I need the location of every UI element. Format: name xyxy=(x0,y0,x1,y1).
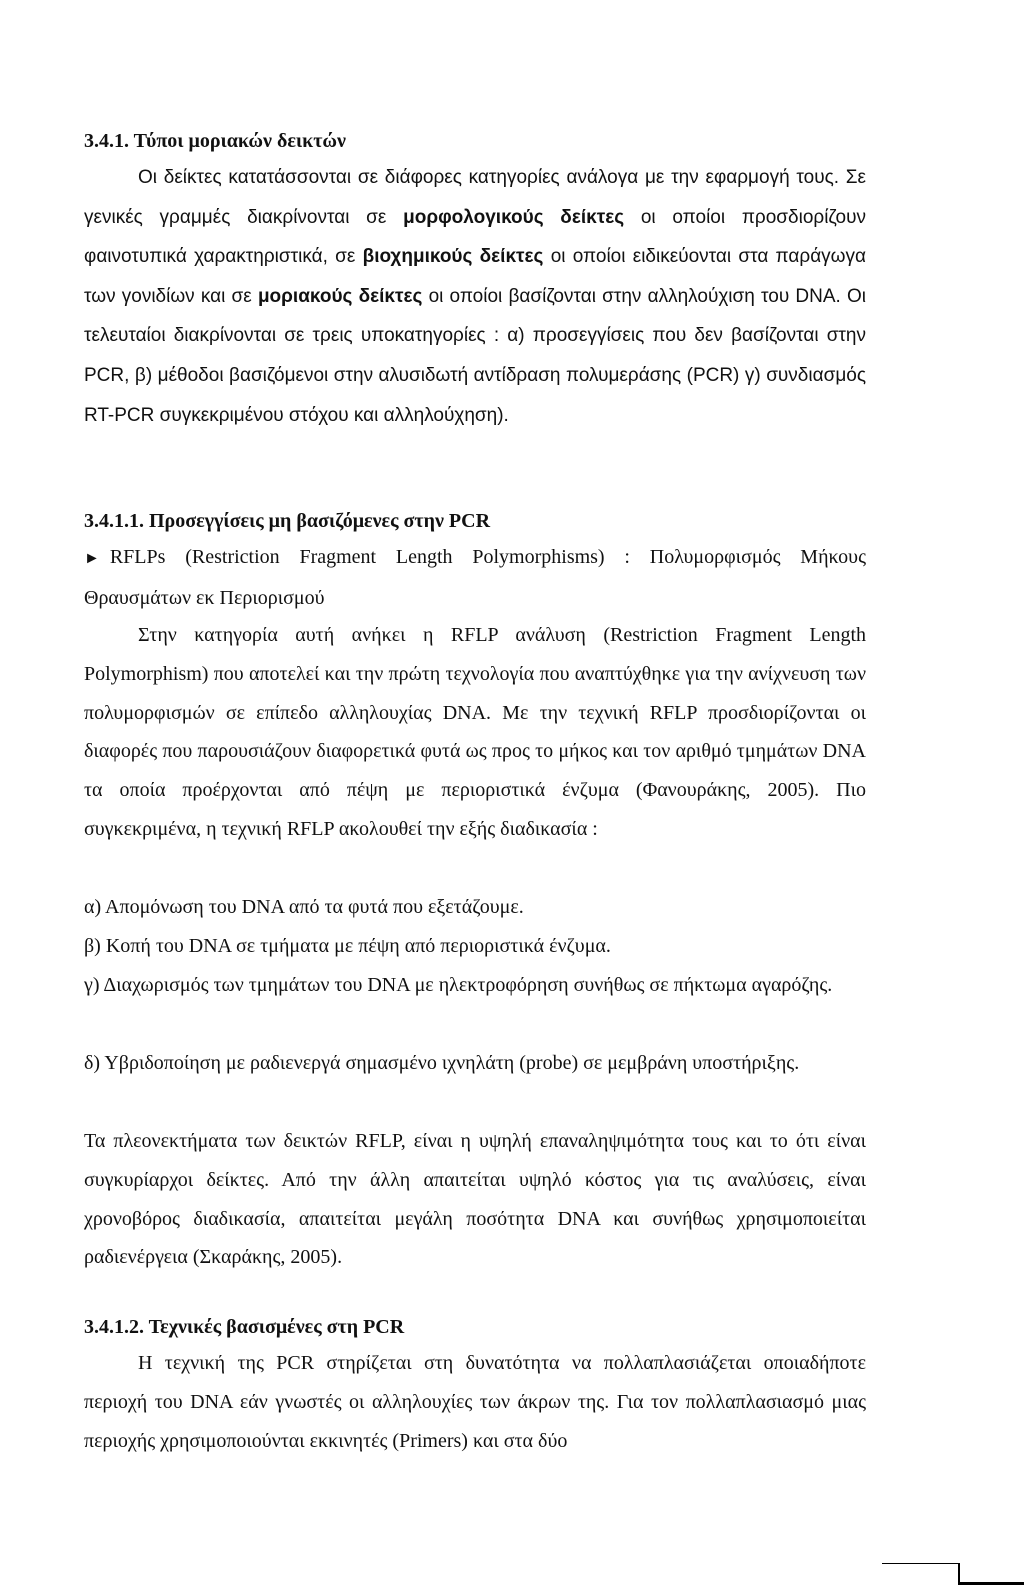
section-heading-3-4-1-2: 3.4.1.2. Τεχνικές βασισμένες στη PCR xyxy=(84,1316,405,1338)
rflp-step-d: δ) Υβριδοποίηση με ραδιενεργά σημασμένο ιχνηλάτη (probe) σε μεμβράνη υποστήριξης. xyxy=(84,1052,800,1074)
rflp-step-a: α) Απομόνωση του DNA από τα φυτά που εξετάζουμε. xyxy=(84,896,524,918)
term-morphological-markers: μορφολογικούς δείκτες xyxy=(403,206,625,228)
bullet-arrow-icon: ► xyxy=(84,550,100,567)
footer-rule-left xyxy=(882,1563,958,1564)
rflp-bullet-item: ► RFLPs (Restriction Fragment Length Polymorphisms) : Πολυμορφισμός Μήκους Θραυσμάτων εκ Περιορισμού xyxy=(84,538,866,618)
footer-rule-tick xyxy=(958,1563,960,1583)
rflp-step-c: γ) Διαχωρισμός των τμημάτων του DNA με ηλεκτροφόρηση συνήθως σε πήκτωμα αγαρόζης. xyxy=(84,974,833,996)
section-heading-3-4-1-1: 3.4.1.1. Προσεγγίσεις μη βασιζόμενες στην PCR xyxy=(84,510,491,532)
rflp-description-paragraph: Στην κατηγορία αυτή ανήκει η RFLP ανάλυση (Restriction Fragment Length Polymorphism) που αποτελεί και την πρώτη τεχνολογία που αναπτύχθηκε για την ανίχνευση των πολυμορφισμών σε επίπεδο αλληλουχίας DNA. Με την τεχνική RFLP προσδιορίζονται οι διαφορές που παρουσιάζουν διαφορετικά φυτά ως προς το μήκος και τον αριθμό τμημάτων DNA τα οποία προέρχονται από πέψη με περιοριστικά ένζυμα (Φανουράκης, 2005). Πιο συγκεκριμένα, η τεχνική RFLP ακολουθεί την εξής διαδικασία : xyxy=(84,624,866,840)
footer-rule-right xyxy=(958,1582,1024,1585)
term-biochemical-markers: βιοχημικούς δείκτες xyxy=(362,246,544,268)
pcr-paragraph: Η τεχνική της PCR στηρίζεται στη δυνατότητα να πολλαπλασιάζεται οποιαδήποτε περιοχή του DNA εάν γνωστές οι αλληλουχίες των άκρων της. Για τον πολλαπλασιασμό μιας περιοχής χρησιμοποιούνται εκκινητές (Primers) και στα δύο xyxy=(84,1352,866,1452)
term-molecular-markers: μοριακούς δείκτες xyxy=(257,285,423,307)
section-3-4-1-paragraph: Οι δείκτες κατατάσσονται σε διάφορες κατηγορίες ανάλογα με την εφαρμογή τους. Σε γενικές γραμμές διακρίνονται σε μορφολογικούς δείκτες οι οποίοι προσδιορίζουν φαινοτυπικά χαρακτηριστικά, σε βιοχημικούς δείκτες οι οποίοι ειδικεύονται στα παράγωγα των γονιδίων και σε μοριακούς δείκτες οι οποίοι βασίζονται στην αλληλούχιση του DNA. Οι τελευταίοι διακρίνονται σε τρεις υποκατηγορίες : α) προσεγγίσεις που δεν βασίζονται στην PCR, β) μέθοδοι βασιζόμενοι στην αλυσιδωτή αντίδραση πολυμεράσης (PCR) γ) συνδιασμός RT-PCR συγκεκριμένου στόχου και αλληλούχηση). xyxy=(84,167,866,426)
rflp-step-b: β) Κοπή του DNA σε τμήματα με πέψη από περιοριστικά ένζυμα. xyxy=(84,935,611,957)
section-heading-3-4-1: 3.4.1. Τύποι μοριακών δεικτών xyxy=(84,130,346,152)
rflp-advantages-paragraph: Τα πλεονεκτήματα των δεικτών RFLP, είναι η υψηλή επαναληψιμότητα τους και το ότι είναι συγκυρίαρχοι δείκτες. Από την άλλη απαιτείται υψηλό κόστος για τις αναλύσεις, είναι χρονοβόρος διαδικασία, απαιτείται μεγάλη ποσότητα DNA και συνήθως χρησιμοποιείται ραδιενέργεια (Σκαράκης, 2005). xyxy=(84,1130,866,1269)
